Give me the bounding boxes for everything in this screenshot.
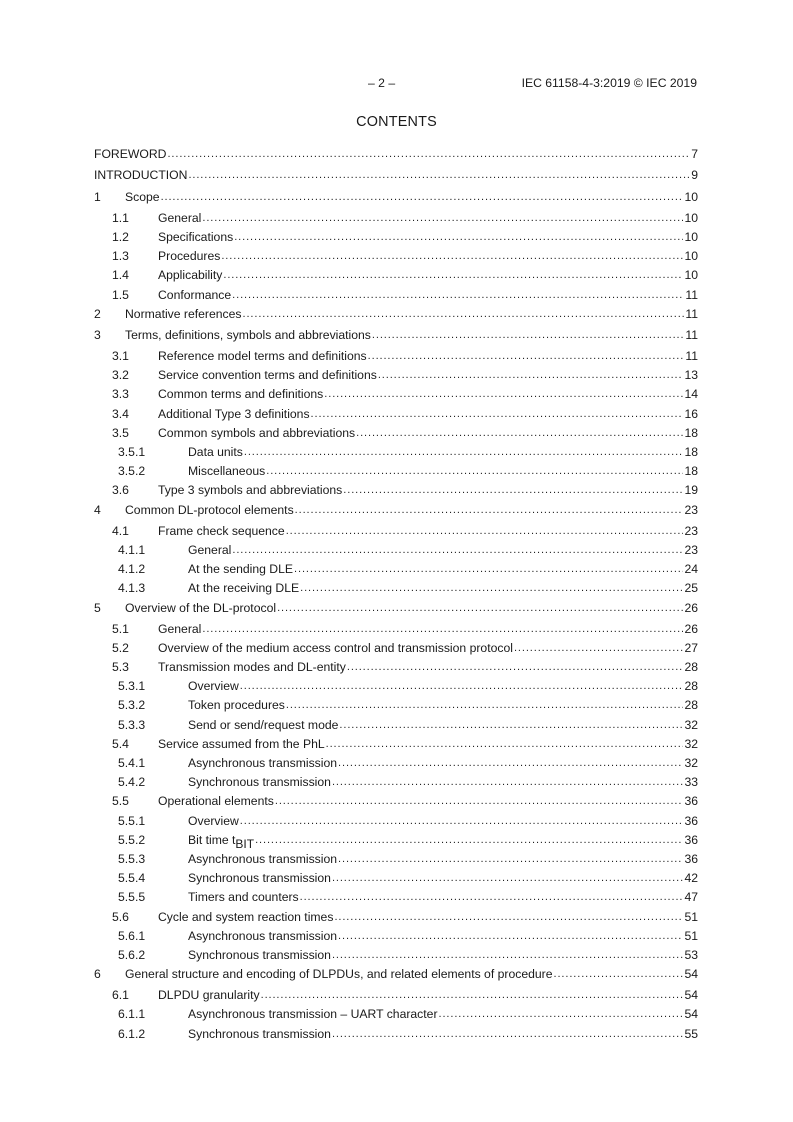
dot-leader [240,813,684,829]
toc-entry-title-text: Reference model terms and definitions [158,349,367,364]
toc-entry-title [188,832,255,851]
toc-entry-title [125,306,243,322]
toc-entry-page: 23 [684,523,698,538]
dot-leader [332,870,684,886]
toc-entry-page: 53 [684,947,698,962]
toc-entry[interactable] [94,678,698,697]
toc-entry-page: 32 [684,736,698,751]
toc-entry-title-text: Data units [188,445,243,460]
toc-entry[interactable] [94,600,698,621]
toc-entry-title [188,561,294,577]
toc-entry-title [158,210,202,226]
toc-entry[interactable] [94,987,698,1006]
toc-entry-title-text: At the sending DLE [188,562,294,577]
dot-leader [311,406,684,422]
toc-entry[interactable] [94,406,698,425]
dot-leader [277,600,683,616]
toc-entry-title-text: Synchronous transmission [188,871,331,886]
toc-entry-title-text: At the receiving DLE [188,581,300,596]
toc-entry[interactable] [94,909,698,928]
dot-leader [202,210,683,226]
dot-leader [188,167,690,183]
toc-entry-title-text: Synchronous transmission [188,775,331,790]
toc-entry-page: 36 [684,832,698,847]
dot-leader [372,327,684,343]
toc-entry-title-text: Common terms and definitions [158,387,324,402]
toc-entry-page: 47 [684,890,698,905]
toc-entry-title-text: Synchronous transmission [188,1026,331,1041]
toc-entry-page: 42 [684,871,698,886]
toc-entry-title-text: Service assumed from the PhL [158,736,325,751]
toc-entry-page: 24 [684,562,698,577]
toc-entry-title-text: Timers and counters [188,890,299,905]
toc-entry-title [158,229,234,245]
toc-entry-title-text: Frame check sequence [158,523,285,538]
toc-entry-page: 10 [684,189,698,204]
toc-entry-number: 3.1 [112,349,129,364]
toc-entry[interactable] [94,444,698,463]
dot-leader [356,425,683,441]
toc-entry-number: 5.6 [112,909,129,924]
dot-leader [439,1006,684,1022]
toc-entry-page: 10 [684,210,698,225]
toc-entry-page: 16 [684,406,698,421]
toc-entry-number: 5.5.5 [118,890,146,905]
toc-entry-page: 26 [684,600,698,615]
toc-entry[interactable] [94,697,698,716]
toc-entry[interactable] [94,774,698,793]
dot-leader [554,966,684,982]
page-header [0,76,793,92]
toc-entry[interactable] [94,482,698,501]
toc-entry[interactable] [94,659,698,678]
toc-entry-title-text: Type 3 symbols and abbreviations [158,483,343,498]
dot-leader [221,248,683,264]
toc-entry[interactable] [94,832,698,851]
toc-entry-title [158,736,326,752]
toc-entry-number: 5.6.1 [118,928,146,943]
toc-entry-page: 54 [684,1007,698,1022]
toc-entry-title [158,348,368,364]
toc-entry-title [158,267,223,283]
toc-entry-number: 1.4 [112,268,129,283]
toc-entry-title [158,406,311,422]
toc-entry-title [188,870,332,886]
toc-entry-title-text: General [188,542,232,557]
toc-entry-title [188,813,240,829]
toc-entry-page: 10 [684,229,698,244]
toc-entry-number: 5.5.1 [118,813,146,828]
dot-leader [232,542,683,558]
toc-entry-title [125,966,554,982]
toc-entry-number: 3.5 [112,425,129,440]
toc-entry-title-text: Applicability [158,268,223,283]
toc-entry[interactable] [94,793,698,812]
toc-entry-number: 3 [94,327,101,342]
toc-entry[interactable] [94,502,698,523]
toc-entry[interactable] [94,542,698,561]
toc-entry-number: 1.5 [112,287,129,302]
toc-entry-title [158,523,286,539]
toc-entry-page: 19 [684,483,698,498]
toc-entry[interactable] [94,561,698,580]
document-id: IEC 61158-4-3:2019 © IEC 2019 [521,76,697,90]
toc-entry-title-text: Common DL-protocol elements [125,502,294,517]
toc-entry-title [188,463,266,479]
toc-entry-page: 11 [685,327,698,342]
toc-entry-number: 2 [94,306,101,321]
toc-entry[interactable] [94,327,698,348]
toc-entry-page: 25 [684,581,698,596]
toc-entry-page: 11 [685,349,698,364]
toc-entry[interactable] [94,966,698,987]
toc-entry-title [188,717,339,733]
dot-leader [234,229,683,245]
dot-leader [300,889,684,905]
toc-entry-page: 54 [684,988,698,1003]
toc-entry-page: 13 [684,368,698,383]
toc-entry-title-text: Asynchronous transmission [188,928,338,943]
toc-entry-title-text: Conformance [158,287,232,302]
toc-entry-title-text: Overview [188,679,239,694]
dot-leader [334,909,683,925]
toc-entry-title-text: Overview of the DL-protocol [125,600,277,615]
toc-entry[interactable] [94,167,698,188]
toc-entry-title-text: FOREWORD [94,147,167,161]
toc-entry-title [188,928,338,944]
toc-entry-number: 1.3 [112,249,129,264]
toc-entry-page: 18 [684,445,698,460]
toc-entry-title [158,248,221,264]
toc-entry[interactable] [94,1026,698,1045]
toc-entry[interactable] [94,210,698,229]
toc-entry-page: 11 [685,287,698,302]
toc-entry-page: 26 [684,621,698,636]
toc-entry-title [125,502,295,518]
toc-entry[interactable] [94,367,698,386]
toc-entry[interactable] [94,287,698,306]
dot-leader [347,659,684,675]
toc-entry-number: 1.2 [112,229,129,244]
toc-entry-page: 23 [684,502,698,517]
toc-entry-number: 5.3.2 [118,698,146,713]
dot-leader [326,736,684,752]
toc-entry-title-text: Service convention terms and definitions [158,368,377,383]
toc-entry[interactable] [94,755,698,774]
toc-entry-title [188,774,332,790]
toc-entry-number: 3.2 [112,368,129,383]
toc-entry-title-text: General [158,210,202,225]
toc-entry-title [158,659,347,675]
dot-leader [243,306,685,322]
toc-entry[interactable] [94,717,698,736]
toc-entry-page: 7 [691,147,698,161]
toc-entry-number: 6.1.2 [118,1026,146,1041]
dot-leader [286,523,684,539]
toc-entry-page: 51 [684,909,698,924]
toc-entry-page: 32 [684,756,698,771]
toc-entry-number: 1.1 [112,210,129,225]
toc-entry-page: 28 [684,698,698,713]
dot-leader [244,444,684,460]
toc-entry-page: 28 [684,660,698,675]
toc-entry-title [158,793,275,809]
dot-leader [514,640,683,656]
toc-entry-number: 6.1.1 [118,1007,146,1022]
toc-entry-title [125,189,161,205]
toc-entry-title [188,580,300,596]
toc-entry-page: 33 [684,775,698,790]
toc-entry-number: 1 [94,189,101,204]
toc-entry-title [158,425,356,441]
toc-entry-page: 18 [684,425,698,440]
toc-entry-number: 5.6.2 [118,947,146,962]
dot-leader [300,580,683,596]
toc-entry[interactable] [94,928,698,947]
dot-leader [338,755,683,771]
dot-leader [378,367,684,383]
toc-entry-page: 27 [684,640,698,655]
toc-title: CONTENTS [356,114,437,130]
toc-entry-number: 4 [94,502,101,517]
toc-entry-title [188,851,338,867]
toc-entry-title-text: Cycle and system reaction times [158,909,334,924]
dot-leader [332,774,684,790]
toc-entry-title [188,697,286,713]
toc-entry-number: 5.5.4 [118,871,146,886]
toc-entry-title-text: Asynchronous transmission [188,756,338,771]
dot-leader [368,348,685,364]
toc-entry-number: 5.4.2 [118,775,146,790]
toc-entry-number: 5 [94,600,101,615]
toc-entry-number: 4.1.2 [118,562,146,577]
toc-entry-number: 3.6 [112,483,129,498]
toc-entry-page: 36 [684,813,698,828]
toc-entry-title-text: Procedures [158,249,221,264]
toc-entry-title [158,287,232,303]
toc-entry-title-text: General [158,621,202,636]
toc-entry-number: 6 [94,967,101,982]
toc-entry-title-text: Miscellaneous [188,464,266,479]
toc-entry-page: 28 [684,679,698,694]
toc-entry-title-text: DLPDU granularity [158,988,260,1003]
toc-entry[interactable] [94,189,698,210]
toc-entry[interactable] [94,870,698,889]
table-of-contents [94,146,698,1045]
toc-entry-page: 32 [684,717,698,732]
dot-leader [255,832,683,848]
dot-leader [286,697,684,713]
toc-entry-title-text: Terms, definitions, symbols and abbreviations [125,327,371,342]
toc-entry-number: 5.3.1 [118,679,146,694]
toc-entry-title [158,621,202,637]
toc-entry-number: 3.5.2 [118,464,146,479]
toc-entry-number: 3.4 [112,406,129,421]
dot-leader [332,1026,684,1042]
toc-entry[interactable] [94,889,698,908]
toc-entry-number: 4.1.1 [118,542,146,557]
toc-entry[interactable] [94,1006,698,1025]
toc-entry-title [188,542,232,558]
dot-leader [161,189,684,205]
toc-entry[interactable] [94,580,698,599]
toc-entry-title-text: INTRODUCTION [94,168,188,183]
toc-entry-title [94,146,167,162]
dot-leader [324,386,683,402]
toc-entry-title-text: Overview [188,813,239,828]
toc-entry-page: 36 [684,794,698,809]
dot-leader [232,287,684,303]
toc-entry[interactable] [94,248,698,267]
toc-entry-title-text: Additional Type 3 definitions [158,406,310,421]
toc-entry-title-text: Send or send/request mode [188,717,339,732]
toc-entry-title-text: Normative references [125,306,242,321]
dot-leader [339,717,683,733]
toc-entry-page: 54 [684,967,698,982]
toc-entry-page: 55 [684,1026,698,1041]
toc-entry[interactable] [94,851,698,870]
toc-entry[interactable] [94,736,698,755]
dot-leader [332,947,684,963]
toc-entry-title-text: Operational elements [158,794,274,809]
toc-entry-number: 3.5.1 [118,445,146,460]
toc-entry[interactable] [94,947,698,966]
toc-entry-title [188,1006,439,1022]
toc-entry-title-text: Token procedures [188,698,285,713]
dot-leader [338,928,683,944]
dot-leader [266,463,683,479]
toc-entry-title [158,386,324,402]
page-number: – 2 – [368,76,396,90]
dot-leader [275,793,684,809]
toc-entry-title-text: Asynchronous transmission [188,851,338,866]
toc-entry[interactable] [94,229,698,248]
dot-leader [294,561,683,577]
toc-entry[interactable] [94,348,698,367]
dot-leader [295,502,684,518]
dot-leader [202,621,683,637]
toc-entry-number: 5.5 [112,794,129,809]
toc-entry-title [188,947,332,963]
toc-entry-title [125,600,277,616]
toc-entry-page: 11 [685,306,698,321]
toc-entry-number: 5.5.2 [118,832,146,847]
toc-entry-number: 5.5.3 [118,851,146,866]
toc-entry-number: 4.1.3 [118,581,146,596]
toc-entry[interactable] [94,813,698,832]
toc-entry-number: 5.4 [112,736,129,751]
toc-entry-number: 3.3 [112,387,129,402]
toc-entry-page: 9 [691,168,698,183]
toc-entry-page: 23 [684,542,698,557]
toc-entry-number: 5.4.1 [118,756,146,771]
toc-entry-number: 5.2 [112,640,129,655]
toc-entry-title [188,678,240,694]
toc-entry-title-text: Bit time t [188,832,236,847]
toc-entry[interactable] [94,523,698,542]
toc-entry-number: 5.1 [112,621,129,636]
toc-entry-page: 36 [684,851,698,866]
toc-entry-number: 5.3.3 [118,717,146,732]
toc-entry-title-text: Overview of the medium access control and transmission protocol [158,640,513,655]
toc-entry-title [188,444,244,460]
toc-entry[interactable] [94,306,698,327]
toc-entry-title-text: Common symbols and abbreviations [158,425,356,440]
toc-entry[interactable] [94,425,698,444]
dot-leader [343,482,683,498]
toc-entry-title-text: Synchronous transmission [188,947,331,962]
toc-entry-page: 18 [684,464,698,479]
toc-entry-number: 4.1 [112,523,129,538]
toc-entry[interactable] [94,463,698,482]
toc-entry-title-text: Specifications [158,229,234,244]
toc-entry[interactable] [94,267,698,286]
dot-leader [240,678,684,694]
toc-entry-title-text: Scope [125,189,160,204]
toc-entry[interactable] [94,640,698,659]
toc-entry-title [125,327,372,343]
toc-entry[interactable] [94,386,698,405]
toc-entry-page: 10 [684,249,698,264]
toc-entry-title [158,640,514,656]
dot-leader [167,146,690,162]
toc-entry-title-subscript: BIT [235,836,255,851]
dot-leader [223,267,683,283]
toc-entry-page: 10 [684,268,698,283]
toc-entry-title [158,909,334,925]
dot-leader [338,851,683,867]
toc-entry-title [158,482,343,498]
toc-entry-title-text: Asynchronous transmission – UART character [188,1007,438,1022]
toc-entry[interactable] [94,146,698,167]
toc-entry-title-text: Transmission modes and DL-entity [158,660,346,675]
toc-entry-page: 14 [684,387,698,402]
toc-entry-title [188,889,300,905]
toc-entry-title-text: General structure and encoding of DLPDUs, and related elements of procedure [125,967,553,982]
toc-entry-number: 5.3 [112,660,129,675]
toc-entry-title [94,167,188,183]
toc-entry[interactable] [94,621,698,640]
toc-entry-title [188,755,338,771]
dot-leader [261,987,684,1003]
toc-entry-title [158,987,261,1003]
toc-entry-page: 51 [684,928,698,943]
toc-entry-number: 6.1 [112,988,129,1003]
toc-entry-title [158,367,378,383]
toc-entry-title [188,1026,332,1042]
